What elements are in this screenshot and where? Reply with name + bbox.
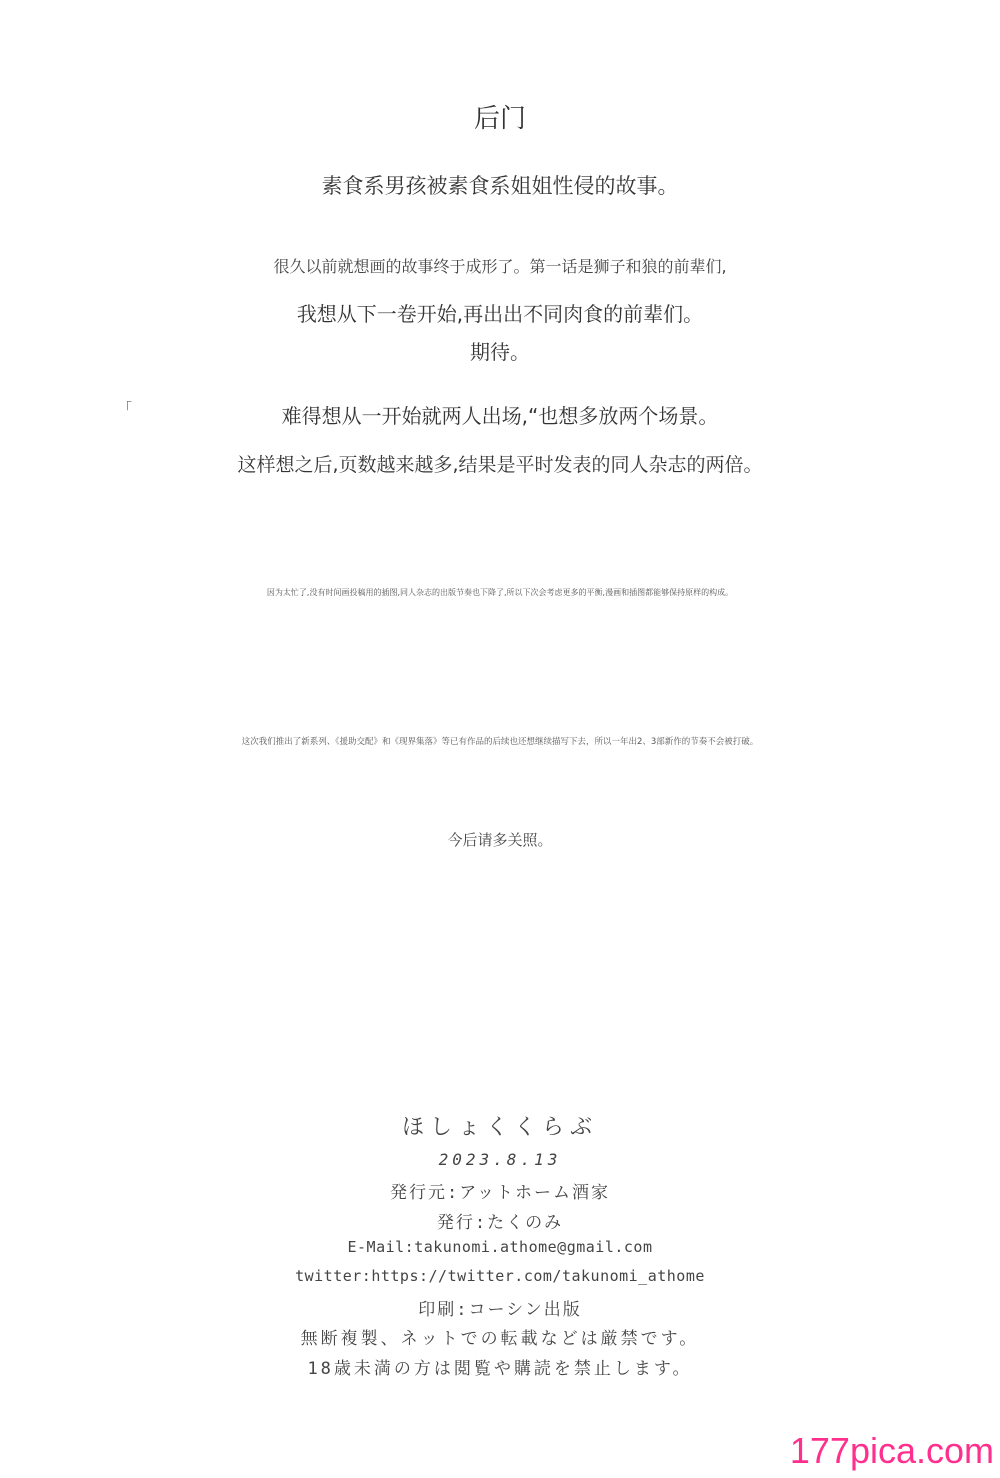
afterword-small-note-1: 因为太忙了,没有时间画投稿用的插图,同人杂志的出版节奏也下降了,所以下次会考虑更多的平衡,漫画和插图都能够保持原样的构成。 xyxy=(266,588,734,597)
twitter-line: twitter:https://twitter.com/takunomi_athome xyxy=(295,1267,705,1285)
afterword-small-note-2: 这次我们推出了新系列、《援助交配》和《现界集落》等已有作品的后续也还想继续描写下去，所以一年出2、3部新作的节奏不会被打破。 xyxy=(241,737,759,747)
afterword-paragraph-4: 难得想从一开始就两人出场,“也想多放两个场景。 xyxy=(281,404,719,428)
afterword-paragraph-5: 这样想之后,页数越来越多,结果是平时发表的同人杂志的两倍。 xyxy=(237,454,763,476)
afterword-subtitle: 素食系男孩被素食系姐姐性侵的故事。 xyxy=(321,174,679,198)
quote-mark: 「 xyxy=(118,401,132,417)
site-watermark: 177pica.com xyxy=(789,1430,994,1471)
afterword-paragraph-3: 期待。 xyxy=(470,340,530,364)
age-restriction-notice: 18歳未満の方は閲覧や購読を禁止します。 xyxy=(307,1359,693,1379)
publish-date: 2023.8.13 xyxy=(438,1150,562,1169)
author-line: 発行:たくのみ xyxy=(436,1213,564,1233)
publisher-line: 発行元:アットホーム酒家 xyxy=(389,1183,611,1203)
afterword-paragraph-2: 我想从下一卷开始,再出出不同肉食的前辈们。 xyxy=(296,302,704,326)
afterword-paragraph-1: 很久以前就想画的故事终于成形了。第一话是狮子和狼的前辈们, xyxy=(273,257,727,276)
page-title: 后门 xyxy=(473,104,526,134)
circle-name: ほしょくくらぶ xyxy=(401,1115,598,1140)
afterword-closing: 今后请多关照。 xyxy=(447,831,553,849)
printer-line: 印刷:コーシン出版 xyxy=(418,1300,582,1320)
email-line: E-Mail:takunomi.athome@gmail.com xyxy=(347,1238,653,1256)
copyright-notice: 無断複製、ネットでの転載などは厳禁です。 xyxy=(300,1329,700,1349)
